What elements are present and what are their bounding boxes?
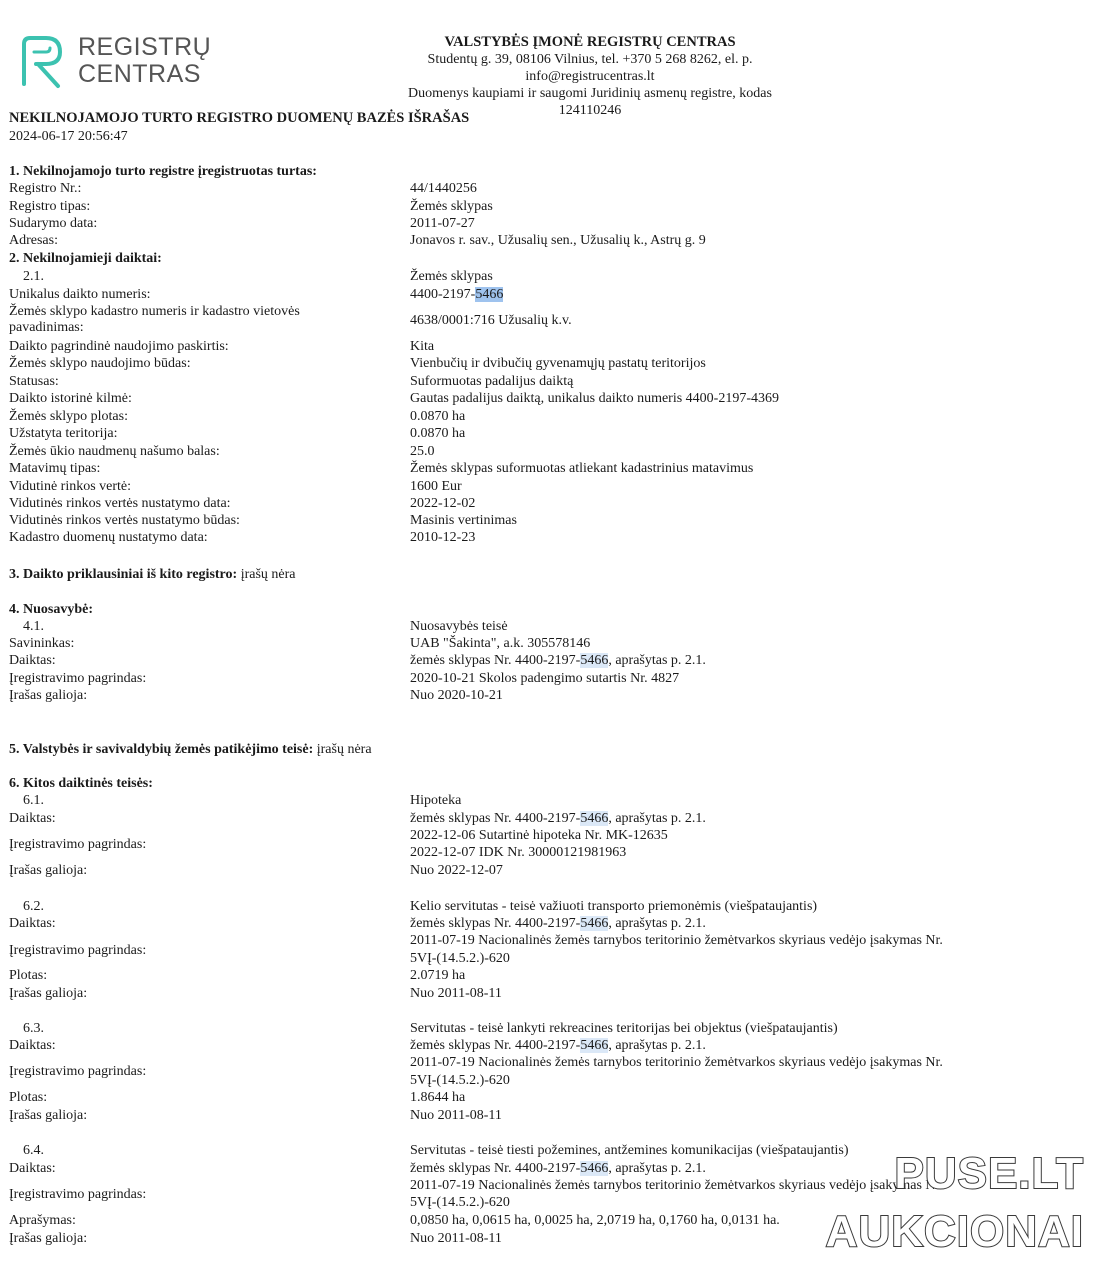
field-label: Įrašas galioja: <box>9 688 88 703</box>
field-label: Plotas: <box>9 1090 48 1105</box>
section-3-heading <box>9 566 296 583</box>
field-value: Nuo 2011-08-11 <box>410 1108 502 1123</box>
document-title: NEKILNOJAMOJO TURTO REGISTRO DUOMENŲ BAZĖS IŠRAŠAS <box>9 110 470 126</box>
field-value: 2022-12-07 IDK Nr. 30000121981963 <box>410 845 627 860</box>
field-value: 2022-12-06 Sutartinė hipoteka Nr. MK-12635 <box>410 828 668 843</box>
section-5-title: 5. Valstybės ir savivaldybių žemės patikėjimo teisė: <box>9 742 314 757</box>
entry-index: 6.2. <box>23 899 44 914</box>
logo-mark-icon <box>16 34 68 90</box>
logo-line-2: CENTRAS <box>78 60 201 88</box>
field-label: pavadinimas: <box>9 320 84 335</box>
field-label: Vidutinės rinkos vertės nustatymo data: <box>9 496 231 511</box>
thing-number-highlight: 5466 <box>580 1038 609 1053</box>
thing-suffix: , aprašytas p. 2.1. <box>608 811 706 826</box>
field-value: Kita <box>410 339 435 354</box>
document-date: 2024-06-17 20:56:47 <box>9 129 128 144</box>
field-label: Daikto pagrindinė naudojimo paskirtis: <box>9 339 229 354</box>
entry-index: 6.4. <box>23 1143 44 1158</box>
section-1-heading: 1. Nekilnojamojo turto registre įregistruotas turtas: <box>9 164 317 179</box>
field-label: Įrašas galioja: <box>9 1108 88 1123</box>
thing-value <box>410 1160 706 1177</box>
section-3-title: 3. Daikto priklausiniai iš kito registro: <box>9 567 238 582</box>
field-value: 25.0 <box>410 444 435 459</box>
field-label: Daiktas: <box>9 811 56 826</box>
field-label: Žemės sklypo naudojimo būdas: <box>9 356 191 371</box>
organization-header <box>380 34 800 119</box>
thing-prefix: žemės sklypas Nr. 4400-2197- <box>410 1161 581 1176</box>
field-label: Įrašas galioja: <box>9 986 88 1001</box>
field-label: Kadastro duomenų nustatymo data: <box>9 530 208 545</box>
entry-type: Nuosavybės teisė <box>410 619 508 634</box>
thing-prefix: žemės sklypas Nr. 4400-2197- <box>410 653 581 668</box>
thing-number-highlight: 5466 <box>580 916 609 931</box>
field-value: Nuo 2022-12-07 <box>410 863 503 878</box>
org-address: Studentų g. 39, 08106 Vilnius, tel. +370 5 268 8262, el. p. info@registrucentras.lt <box>427 52 753 84</box>
field-label: Vidutinė rinkos vertė: <box>9 479 132 494</box>
thing-prefix: žemės sklypas Nr. 4400-2197- <box>410 916 581 931</box>
field-label: Adresas: <box>9 233 58 248</box>
field-value: Masinis vertinimas <box>410 513 517 528</box>
field-label: Įregistravimo pagrindas: <box>9 943 147 958</box>
field-value: Gautas padalijus daiktą, unikalus daikto numeris 4400-2197-4369 <box>410 391 779 406</box>
field-label: Žemės ūkio naudmenų našumo balas: <box>9 444 220 459</box>
section-4-heading: 4. Nuosavybė: <box>9 602 94 617</box>
field-value: Nuo 2011-08-11 <box>410 986 502 1001</box>
field-value: 0.0870 ha <box>410 426 466 441</box>
entry-index: 4.1. <box>23 619 44 634</box>
field-label: Žemės sklypo kadastro numeris ir kadastro vietovės <box>9 304 300 319</box>
field-value: 5VĮ-(14.5.2.)-620 <box>410 951 510 966</box>
field-label: Aprašymas: <box>9 1213 76 1228</box>
field-label: Daiktas: <box>9 916 56 931</box>
field-value: Nuo 2020-10-21 <box>410 688 503 703</box>
field-label: Savininkas: <box>9 636 75 651</box>
thing-prefix: žemės sklypas Nr. 4400-2197- <box>410 811 581 826</box>
field-value: Nuo 2011-08-11 <box>410 1231 502 1246</box>
field-value: Žemės sklypas <box>410 199 493 214</box>
thing-value <box>410 915 706 932</box>
field-value: 1.8644 ha <box>410 1090 466 1105</box>
entry-index: 6.3. <box>23 1021 44 1036</box>
thing-number-highlight: 5466 <box>580 653 609 668</box>
org-name: VALSTYBĖS ĮMONĖ REGISTRŲ CENTRAS <box>444 34 736 50</box>
section-3-note: įrašų nėra <box>240 567 296 582</box>
org-register: Duomenys kaupiami ir saugomi Juridinių asmenų registre, kodas 124110246 <box>408 86 772 118</box>
field-value: 2011-07-27 <box>410 216 475 231</box>
unique-number-value <box>410 286 503 303</box>
field-label: Matavimų tipas: <box>9 461 101 476</box>
field-value: Vienbučių ir dvibučių gyvenamųjų pastatų teritorijos <box>410 356 706 371</box>
field-label: Registro Nr.: <box>9 181 82 196</box>
thing-suffix: , aprašytas p. 2.1. <box>608 653 706 668</box>
thing-suffix: , aprašytas p. 2.1. <box>608 916 706 931</box>
field-value: 44/1440256 <box>410 181 477 196</box>
field-label: Įrašas galioja: <box>9 863 88 878</box>
thing-suffix: , aprašytas p. 2.1. <box>608 1038 706 1053</box>
field-label: Daiktas: <box>9 1161 56 1176</box>
section-6-heading: 6. Kitos daiktinės teisės: <box>9 776 153 791</box>
field-label: Statusas: <box>9 374 59 389</box>
logo-text <box>78 34 211 88</box>
thing-number-highlight: 5466 <box>580 1161 609 1176</box>
thing-value <box>410 810 706 827</box>
field-value: Suformuotas padalijus daiktą <box>410 374 574 389</box>
field-value: 2011-07-19 Nacionalinės žemės tarnybos teritorinio žemėtvarkos skyriaus vedėjo įsakymas Nr. <box>410 1178 943 1193</box>
field-value: 5VĮ-(14.5.2.)-620 <box>410 1073 510 1088</box>
field-value: 0.0870 ha <box>410 409 466 424</box>
field-label: Unikalus daikto numeris: <box>9 287 151 302</box>
field-label: Daikto istorinė kilmė: <box>9 391 132 406</box>
watermark-line-1: PUSE.LT <box>894 1149 1084 1198</box>
entry-type: Kelio servitutas - teisė važiuoti transporto priemonėmis (viešpataujantis) <box>410 899 818 914</box>
field-label: Žemės sklypo plotas: <box>9 409 128 424</box>
unique-number-prefix: 4400-2197- <box>410 287 476 302</box>
thing-value <box>410 1037 706 1054</box>
logo-line-1: REGISTRŲ <box>78 33 212 61</box>
field-label: Užstatyta teritorija: <box>9 426 118 441</box>
field-label: Vidutinės rinkos vertės nustatymo būdas: <box>9 513 240 528</box>
field-value: 2010-12-23 <box>410 530 476 545</box>
entry-type: Žemės sklypas <box>410 269 493 284</box>
watermark-line-2: AUKCIONAI <box>825 1207 1084 1256</box>
field-value: 2011-07-19 Nacionalinės žemės tarnybos teritorinio žemėtvarkos skyriaus vedėjo įsakymas Nr. <box>410 1055 943 1070</box>
field-label: Daiktas: <box>9 653 56 668</box>
field-value: 2022-12-02 <box>410 496 476 511</box>
field-label: Registro tipas: <box>9 199 91 214</box>
field-value: 0,0850 ha, 0,0615 ha, 0,0025 ha, 2,0719 ha, 0,1760 ha, 0,0131 ha. <box>410 1213 780 1228</box>
field-value: Žemės sklypas suformuotas atliekant kadastrinius matavimus <box>410 461 754 476</box>
entry-type: Servitutas - teisė tiesti požemines, antžemines komunikacijas (viešpataujantis) <box>410 1143 849 1158</box>
field-label: Įregistravimo pagrindas: <box>9 1187 147 1202</box>
field-value: 1600 Eur <box>410 479 462 494</box>
section-2-heading: 2. Nekilnojamieji daiktai: <box>9 251 162 266</box>
thing-value <box>410 652 706 669</box>
field-label: Įregistravimo pagrindas: <box>9 1064 147 1079</box>
entry-index: 6.1. <box>23 793 44 808</box>
registru-centras-logo <box>16 33 212 90</box>
field-label: Įrašas galioja: <box>9 1231 88 1246</box>
field-value: 2020-10-21 Skolos padengimo sutartis Nr. 4827 <box>410 671 680 686</box>
section-5-heading <box>9 741 372 758</box>
entry-index: 2.1. <box>23 269 44 284</box>
field-label: Daiktas: <box>9 1038 56 1053</box>
thing-number-highlight: 5466 <box>580 811 609 826</box>
field-label: Įregistravimo pagrindas: <box>9 671 147 686</box>
field-value: 2011-07-19 Nacionalinės žemės tarnybos teritorinio žemėtvarkos skyriaus vedėjo įsakymas Nr. <box>410 933 943 948</box>
field-label: Sudarymo data: <box>9 216 98 231</box>
field-value: Jonavos r. sav., Užusalių sen., Užusalių k., Astrų g. 9 <box>410 233 706 248</box>
field-value: 4638/0001:716 Užusalių k.v. <box>410 313 572 328</box>
entry-type: Servitutas - teisė lankyti rekreacines teritorijas bei objektus (viešpataujantis) <box>410 1021 838 1036</box>
field-label: Plotas: <box>9 968 48 983</box>
unique-number-highlight: 5466 <box>475 287 504 302</box>
field-label: Įregistravimo pagrindas: <box>9 837 147 852</box>
section-5-note: įrašų nėra <box>316 742 372 757</box>
owner-value: UAB "Šakinta", a.k. 305578146 <box>410 636 591 651</box>
thing-suffix: , aprašytas p. 2.1. <box>608 1161 706 1176</box>
thing-prefix: žemės sklypas Nr. 4400-2197- <box>410 1038 581 1053</box>
field-value: 2.0719 ha <box>410 968 466 983</box>
field-value: 5VĮ-(14.5.2.)-620 <box>410 1195 510 1210</box>
entry-type: Hipoteka <box>410 793 462 808</box>
